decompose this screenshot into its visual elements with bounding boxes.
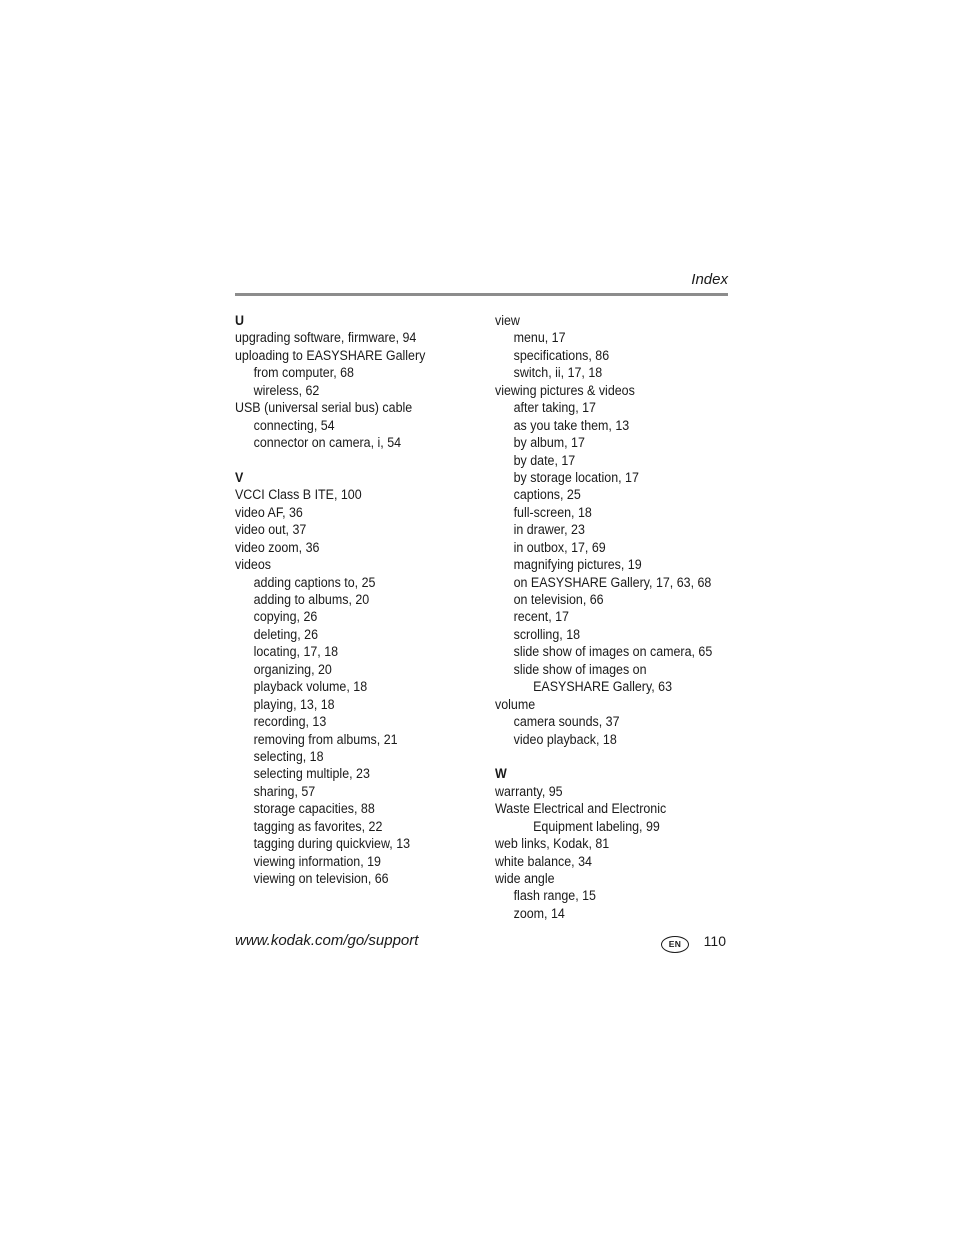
- index-subentry: organizing, 20: [253, 661, 332, 677]
- index-subentry: video playback, 18: [513, 731, 617, 747]
- index-subentry: zoom, 14: [513, 905, 565, 921]
- index-subentry: wireless, 62: [253, 382, 320, 398]
- index-subentry: captions, 25: [513, 487, 581, 503]
- index-subentry: by storage location, 17: [513, 469, 639, 485]
- index-subentry: playing, 13, 18: [253, 696, 335, 712]
- index-entry: view: [495, 313, 520, 328]
- index-letter-heading: W: [495, 766, 507, 782]
- index-subentry: removing from albums, 21: [253, 731, 398, 747]
- index-subentry: in outbox, 17, 69: [513, 539, 606, 555]
- index-subentry: copying, 26: [253, 609, 318, 625]
- index-subentry-continuation: Equipment labeling, 99: [533, 818, 660, 834]
- index-entry: viewing pictures & videos: [495, 382, 635, 398]
- index-subentry: on EASYSHARE Gallery, 17, 63, 68: [513, 574, 712, 590]
- index-subentry: switch, ii, 17, 18: [513, 365, 603, 381]
- section-gap: [235, 452, 425, 469]
- index-subentry: recent, 17: [513, 609, 569, 625]
- index-subentry: viewing information, 19: [253, 853, 381, 869]
- index-entry: white balance, 34: [495, 853, 592, 869]
- index-column-right: [495, 312, 712, 922]
- index-subentry: recording, 13: [253, 714, 327, 730]
- index-subentry: as you take them, 13: [513, 417, 630, 433]
- index-subentry: tagging as favorites, 22: [253, 818, 383, 834]
- index-subentry: after taking, 17: [513, 400, 596, 416]
- index-subentry: full-screen, 18: [513, 504, 592, 520]
- index-entry: video AF, 36: [235, 504, 303, 520]
- index-subentry: adding to albums, 20: [253, 592, 370, 607]
- index-subentry: tagging during quickview, 13: [253, 836, 411, 852]
- index-subentry: by album, 17: [513, 435, 585, 451]
- running-header-title: Index: [691, 271, 728, 288]
- index-subentry: slide show of images on: [513, 661, 647, 677]
- index-entry: wide angle: [495, 871, 555, 886]
- index-subentry: sharing, 57: [253, 783, 316, 799]
- index-subentry: from computer, 68: [253, 365, 354, 381]
- index-subentry: menu, 17: [513, 330, 566, 346]
- index-letter-heading: V: [235, 469, 244, 485]
- index-subentry: magnifying pictures, 19: [513, 557, 642, 573]
- index-entry: uploading to EASYSHARE Gallery: [235, 347, 426, 363]
- index-subentry: connector on camera, i, 54: [253, 435, 402, 451]
- header-rule: [235, 293, 728, 296]
- index-subentry: viewing on television, 66: [253, 871, 389, 886]
- index-subentry: adding captions to, 25: [253, 574, 376, 590]
- index-entry: VCCI Class B ITE, 100: [235, 487, 362, 503]
- index-subentry: slide show of images on camera, 65: [513, 644, 713, 660]
- index-column-left: [235, 312, 425, 887]
- index-subentry: locating, 17, 18: [253, 644, 339, 660]
- index-subentry: in drawer, 23: [513, 522, 585, 538]
- index-subentry: storage capacities, 88: [253, 801, 375, 817]
- index-subentry-continuation: EASYSHARE Gallery, 63: [533, 679, 673, 695]
- index-entry: upgrading software, firmware, 94: [235, 330, 417, 346]
- index-subentry: by date, 17: [513, 452, 576, 468]
- index-entry: video zoom, 36: [235, 539, 320, 555]
- index-entry: volume: [495, 696, 536, 712]
- index-entry: videos: [235, 557, 272, 573]
- page-number: 110: [703, 933, 726, 949]
- index-subentry: flash range, 15: [513, 888, 596, 904]
- index-subentry: connecting, 54: [253, 417, 335, 433]
- index-subentry: scrolling, 18: [513, 626, 581, 642]
- index-subentry: playback volume, 18: [253, 679, 368, 695]
- index-subentry: camera sounds, 37: [513, 714, 620, 730]
- index-entry: video out, 37: [235, 522, 307, 538]
- index-entry: web links, Kodak, 81: [495, 836, 610, 852]
- index-letter-heading: U: [235, 313, 244, 328]
- support-url: www.kodak.com/go/support: [235, 932, 419, 949]
- index-subentry: on television, 66: [513, 592, 604, 607]
- index-subentry: deleting, 26: [253, 626, 319, 642]
- language-badge-icon: EN: [661, 936, 689, 953]
- index-entry: Waste Electrical and Electronic: [495, 801, 667, 817]
- index-entry: warranty, 95: [495, 783, 563, 799]
- index-entry: USB (universal serial bus) cable: [235, 400, 413, 416]
- index-subentry: selecting multiple, 23: [253, 766, 370, 782]
- section-gap: [495, 748, 712, 765]
- index-subentry: specifications, 86: [513, 347, 610, 363]
- index-subentry: selecting, 18: [253, 748, 324, 764]
